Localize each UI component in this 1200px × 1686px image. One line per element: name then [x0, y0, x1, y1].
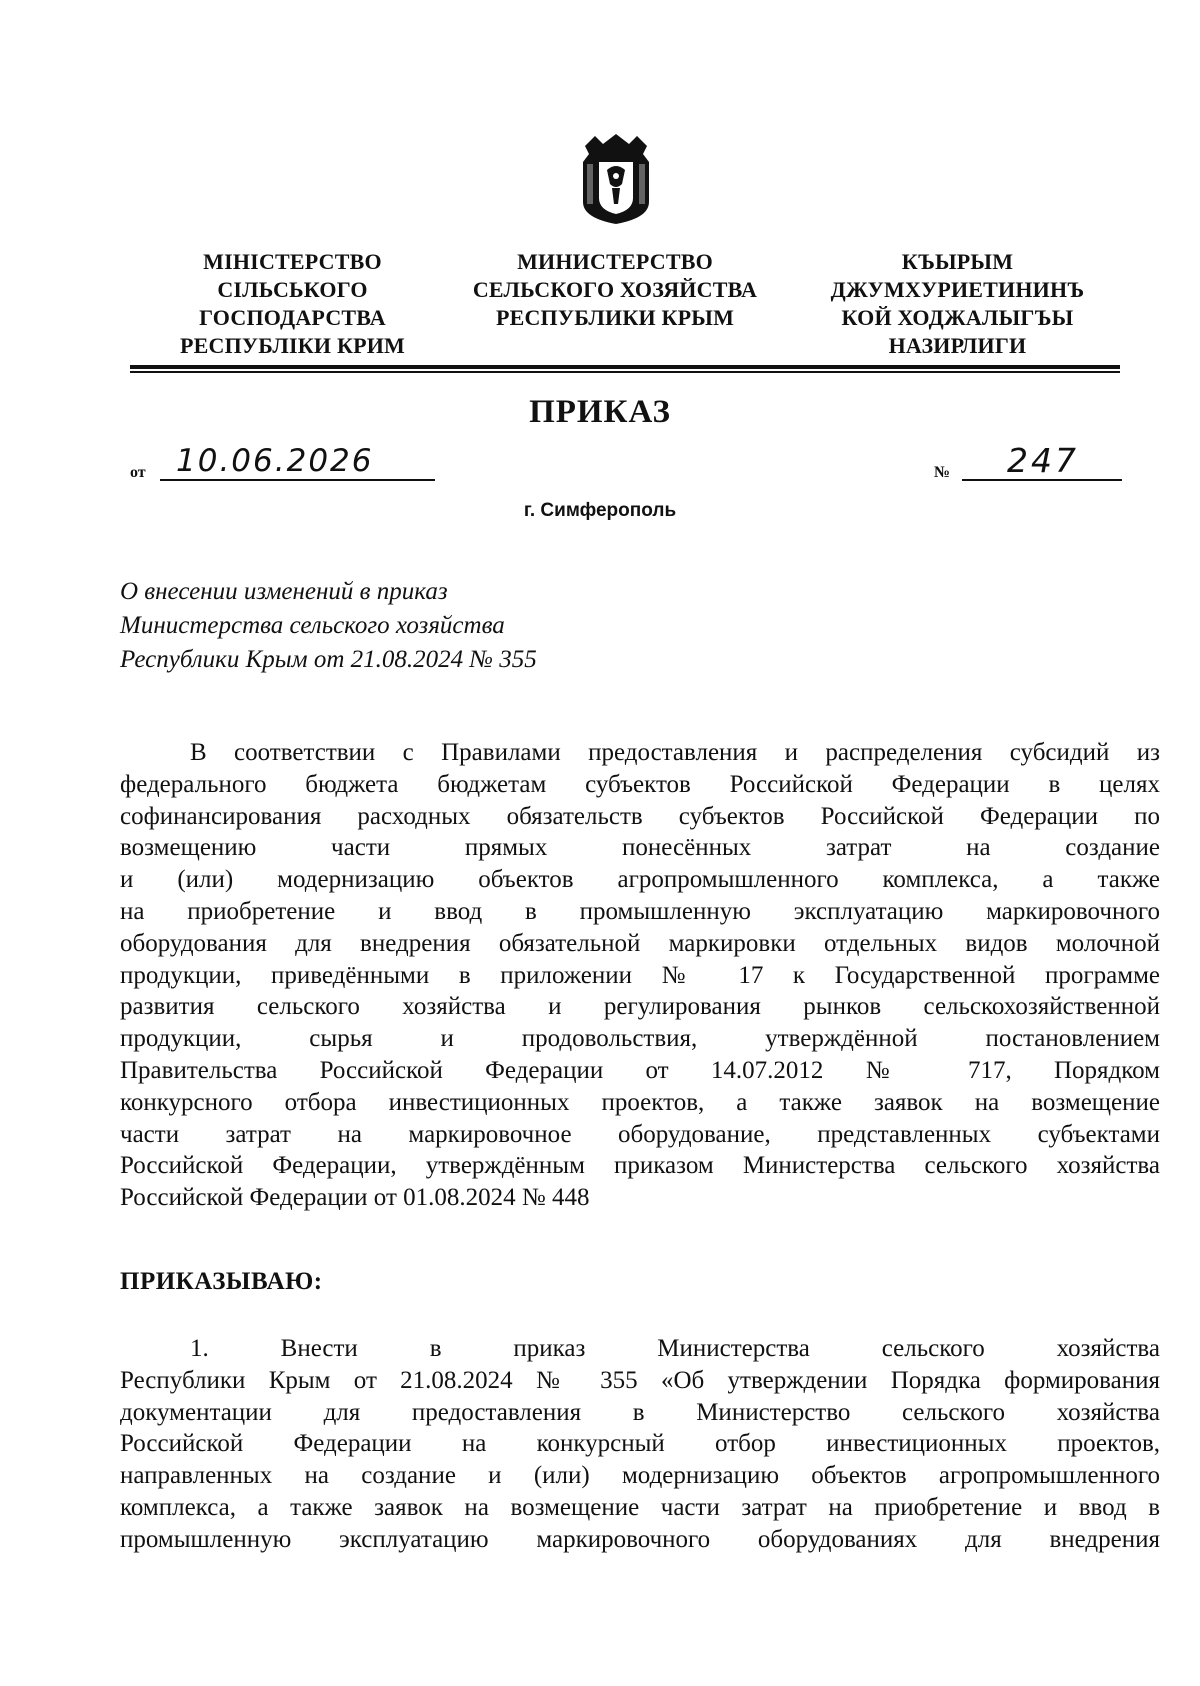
- item-line: Российской Федерации на конкурсный отбор инвестиционных проектов,: [120, 1430, 1160, 1458]
- preamble-line: оборудования для внедрения обязательной маркировки отдельных видов молочной: [120, 929, 1160, 957]
- header-right-line: НАЗИРЛИГИ: [888, 333, 1027, 358]
- ministry-name-crimean-tatar: [810, 248, 1105, 360]
- order-subject: [120, 575, 537, 677]
- preamble-line: Российской Федерации, утверждённым приказом Министерства сельского хозяйства: [120, 1152, 1160, 1180]
- header-left-line: ГОСПОДАРСТВА: [199, 305, 386, 330]
- ministry-name-russian: [455, 248, 775, 332]
- item-line: комплекса, а также заявок на возмещение части затрат на приобретение и ввод в: [120, 1493, 1160, 1521]
- item-line: документации для предоставления в Министерство сельского хозяйства: [120, 1398, 1160, 1426]
- header-center-line: РЕСПУБЛИКИ КРЫМ: [495, 305, 735, 330]
- preamble-line: федерального бюджета бюджетам субъектов Российской Федерации в целях: [120, 770, 1160, 798]
- header-left-line: РЕСПУБЛІКИ КРИМ: [179, 333, 406, 358]
- number-prefix: №: [934, 464, 951, 481]
- header-center-line: МИНИСТЕРСТВО: [517, 249, 713, 274]
- crimea-coat-of-arms-icon: [577, 132, 655, 226]
- date-field-handwritten: 10.06.2026: [160, 441, 435, 481]
- ministry-name-ukrainian: [160, 248, 425, 360]
- preamble-paragraph: [120, 737, 1160, 1214]
- item-line: 1. Внести в приказ Министерства сельского хозяйства: [190, 1335, 1160, 1362]
- header-divider-thick: [130, 365, 1120, 369]
- header-right-line: КЪЫРЫМ: [901, 249, 1014, 274]
- preamble-line: возмещению части прямых понесённых затрат на создание: [120, 834, 1160, 862]
- header-right-line: ДЖУМХУРИЕТИНИНЪ: [830, 277, 1085, 302]
- item-line: направленных на создание и (или) модернизацию объектов агропромышленного: [120, 1462, 1160, 1490]
- header-divider-thin: [130, 371, 1120, 373]
- preamble-line: В соответствии с Правилами предоставления и распределения субсидий из: [190, 739, 1160, 766]
- preamble-line: продукции, сырья и продовольствия, утверждённой постановлением: [120, 1025, 1160, 1053]
- header-left-line: МІНІСТЕРСТВО: [203, 249, 382, 274]
- header-left-line: СІЛЬСЬКОГО: [217, 277, 368, 302]
- subject-line: О внесении изменений в приказ: [120, 578, 448, 605]
- city: г. Симферополь: [523, 500, 677, 521]
- preamble-line: Правительства Российской Федерации от 14.07.2012 № 717, Порядком: [120, 1056, 1160, 1084]
- orders-heading: ПРИКАЗЫВАЮ:: [120, 1268, 323, 1295]
- preamble-line: продукции, приведёнными в приложении № 17 к Государственной программе: [120, 961, 1160, 989]
- preamble-line: конкурсного отбора инвестиционных проектов, а также заявок на возмещение: [120, 1088, 1160, 1116]
- number-field-handwritten: 247: [962, 441, 1122, 481]
- preamble-line: на приобретение и ввод в промышленную эксплуатацию маркировочного: [120, 897, 1160, 925]
- item-line: Республики Крым от 21.08.2024 № 355 «Об утверждении Порядка формирования: [120, 1366, 1160, 1394]
- date-prefix: от: [130, 464, 146, 481]
- preamble-line: и (или) модернизацию объектов агропромышленного комплекса, а также: [120, 866, 1160, 894]
- document-title: ПРИКАЗ: [529, 394, 671, 430]
- preamble-line: части затрат на маркировочное оборудование, представленных субъектами: [120, 1120, 1160, 1148]
- header-center-line: СЕЛЬСКОГО ХОЗЯЙСТВА: [472, 277, 758, 302]
- order-item-1: [120, 1333, 1160, 1556]
- subject-line: Министерства сельского хозяйства: [120, 612, 505, 639]
- subject-line: Республики Крым от 21.08.2024 № 355: [120, 646, 537, 673]
- header-right-line: КОЙ ХОДЖАЛЫГЪЫ: [841, 305, 1074, 330]
- preamble-line: софинансирования расходных обязательств субъектов Российской Федерации по: [120, 802, 1160, 830]
- preamble-line: Российской Федерации от 01.08.2024 № 448: [120, 1184, 590, 1212]
- item-line: промышленную эксплуатацию маркировочного оборудованиях для внедрения: [120, 1525, 1160, 1553]
- preamble-line: развития сельского хозяйства и регулирования рынков сельскохозяйственной: [120, 993, 1160, 1021]
